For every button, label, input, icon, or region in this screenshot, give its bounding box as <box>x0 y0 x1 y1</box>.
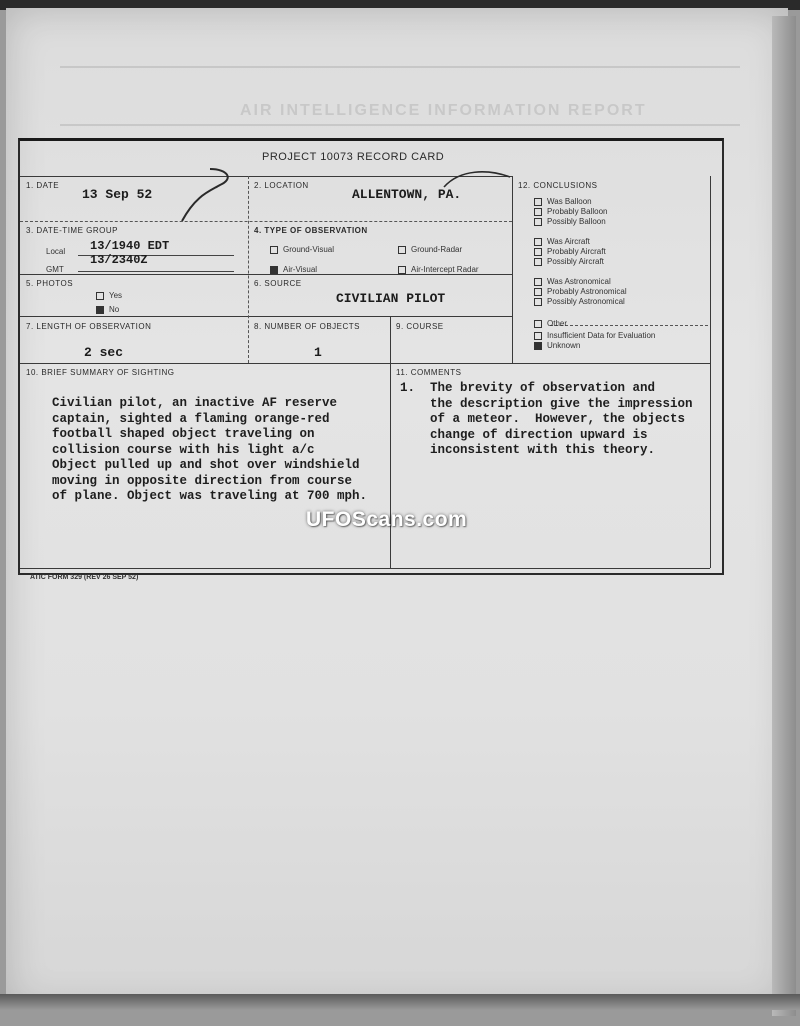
scan-right-edge <box>772 16 796 1016</box>
conclusion-possibly-astronomical: Possibly Astronomical <box>534 297 625 306</box>
checkbox <box>270 246 278 254</box>
local-label: Local <box>46 247 66 256</box>
conclusion-probably-balloon: Probably Balloon <box>534 207 607 216</box>
gmt-time-value: 13/2340Z <box>90 253 148 267</box>
grid-line <box>20 568 710 569</box>
photos-no: No <box>96 305 119 314</box>
type-option-ground-visual: Ground-Visual <box>270 245 334 254</box>
conclusion-probably-astronomical: Probably Astronomical <box>534 287 627 296</box>
grid-line <box>710 176 711 568</box>
conclusion-was-balloon: Was Balloon <box>534 197 592 206</box>
checkbox-checked <box>96 306 104 314</box>
watermark: UFOScans.com <box>306 508 468 531</box>
checkbox <box>398 266 406 274</box>
comments-number: 1. <box>400 381 416 395</box>
checkbox <box>96 292 104 300</box>
conclusion-possibly-aircraft: Possibly Aircraft <box>534 257 604 266</box>
checkbox <box>398 246 406 254</box>
summary-text: Civilian pilot, an inactive AF reserve captain, sighted a flaming orange-red football shaped object traveling on collision course with his light a/c Object pulled up and shot over windshield moving in opposite direction from course of plane. Object was traveling at 700 mph. <box>52 396 368 503</box>
scan-bottom-edge <box>0 994 800 1010</box>
grid-line <box>20 363 710 364</box>
grid-line <box>512 176 513 363</box>
checkbox-checked <box>270 266 278 274</box>
conclusion-probably-aircraft: Probably Aircraft <box>534 247 606 256</box>
conclusion-other: Other <box>534 319 567 328</box>
ghost-header-text: AIR INTELLIGENCE INFORMATION REPORT <box>240 102 647 119</box>
checkbox-checked <box>534 342 542 350</box>
pen-scribble <box>170 165 250 225</box>
summary-label: 10. BRIEF SUMMARY OF SIGHTING <box>26 368 175 377</box>
date-value: 13 Sep 52 <box>82 187 153 202</box>
photos-label: 5. PHOTOS <box>26 279 74 288</box>
date-label: 1. DATE <box>26 181 60 190</box>
grid-line <box>20 176 512 177</box>
grid-line <box>390 316 391 363</box>
underline <box>78 271 234 272</box>
comments-text: The brevity of observation and the description give the impression of a meteor. However, the objects change of direction upward is inconsistent with this theory. <box>430 381 693 457</box>
conclusion-was-aircraft: Was Aircraft <box>534 237 590 246</box>
photos-yes: Yes <box>96 291 122 300</box>
type-option-air-visual: Air-Visual <box>270 265 317 274</box>
objects-label: 8. NUMBER OF OBJECTS <box>254 322 361 331</box>
ghost-rule <box>60 66 740 68</box>
local-time-value: 13/1940 EDT <box>90 239 170 253</box>
form-identifier: ATIC FORM 329 (REV 26 SEP 52) <box>30 574 139 581</box>
objects-value: 1 <box>314 345 322 360</box>
source-value: CIVILIAN PILOT <box>336 291 446 306</box>
grid-line <box>20 274 512 275</box>
length-label: 7. LENGTH OF OBSERVATION <box>26 322 152 331</box>
conclusion-insufficient-data: Insufficient Data for Evaluation <box>534 331 655 340</box>
grid-line <box>20 221 512 222</box>
pen-scribble <box>440 163 520 203</box>
type-label: 4. TYPE OF OBSERVATION <box>254 226 368 235</box>
source-label: 6. SOURCE <box>254 279 302 288</box>
dtg-label: 3. DATE-TIME GROUP <box>26 226 118 235</box>
course-label: 9. COURSE <box>396 322 444 331</box>
type-option-ground-radar: Ground-Radar <box>398 245 462 254</box>
conclusion-possibly-balloon: Possibly Balloon <box>534 217 606 226</box>
gmt-label: GMT <box>46 265 64 274</box>
location-value: ALLENTOWN, PA. <box>352 187 462 202</box>
conclusion-was-astronomical: Was Astronomical <box>534 277 611 286</box>
location-label: 2. LOCATION <box>254 181 309 190</box>
grid-line <box>550 325 708 326</box>
ghost-rule <box>60 124 740 126</box>
grid-line <box>390 363 391 568</box>
comments-label: 11. COMMENTS <box>396 368 462 377</box>
grid-line <box>20 316 512 317</box>
conclusion-unknown: Unknown <box>534 341 580 350</box>
length-value: 2 sec <box>84 345 124 360</box>
card-title: PROJECT 10073 RECORD CARD <box>262 151 445 163</box>
conclusions-label: 12. CONCLUSIONS <box>518 181 598 190</box>
type-option-air-intercept-radar: Air-Intercept Radar <box>398 265 479 274</box>
